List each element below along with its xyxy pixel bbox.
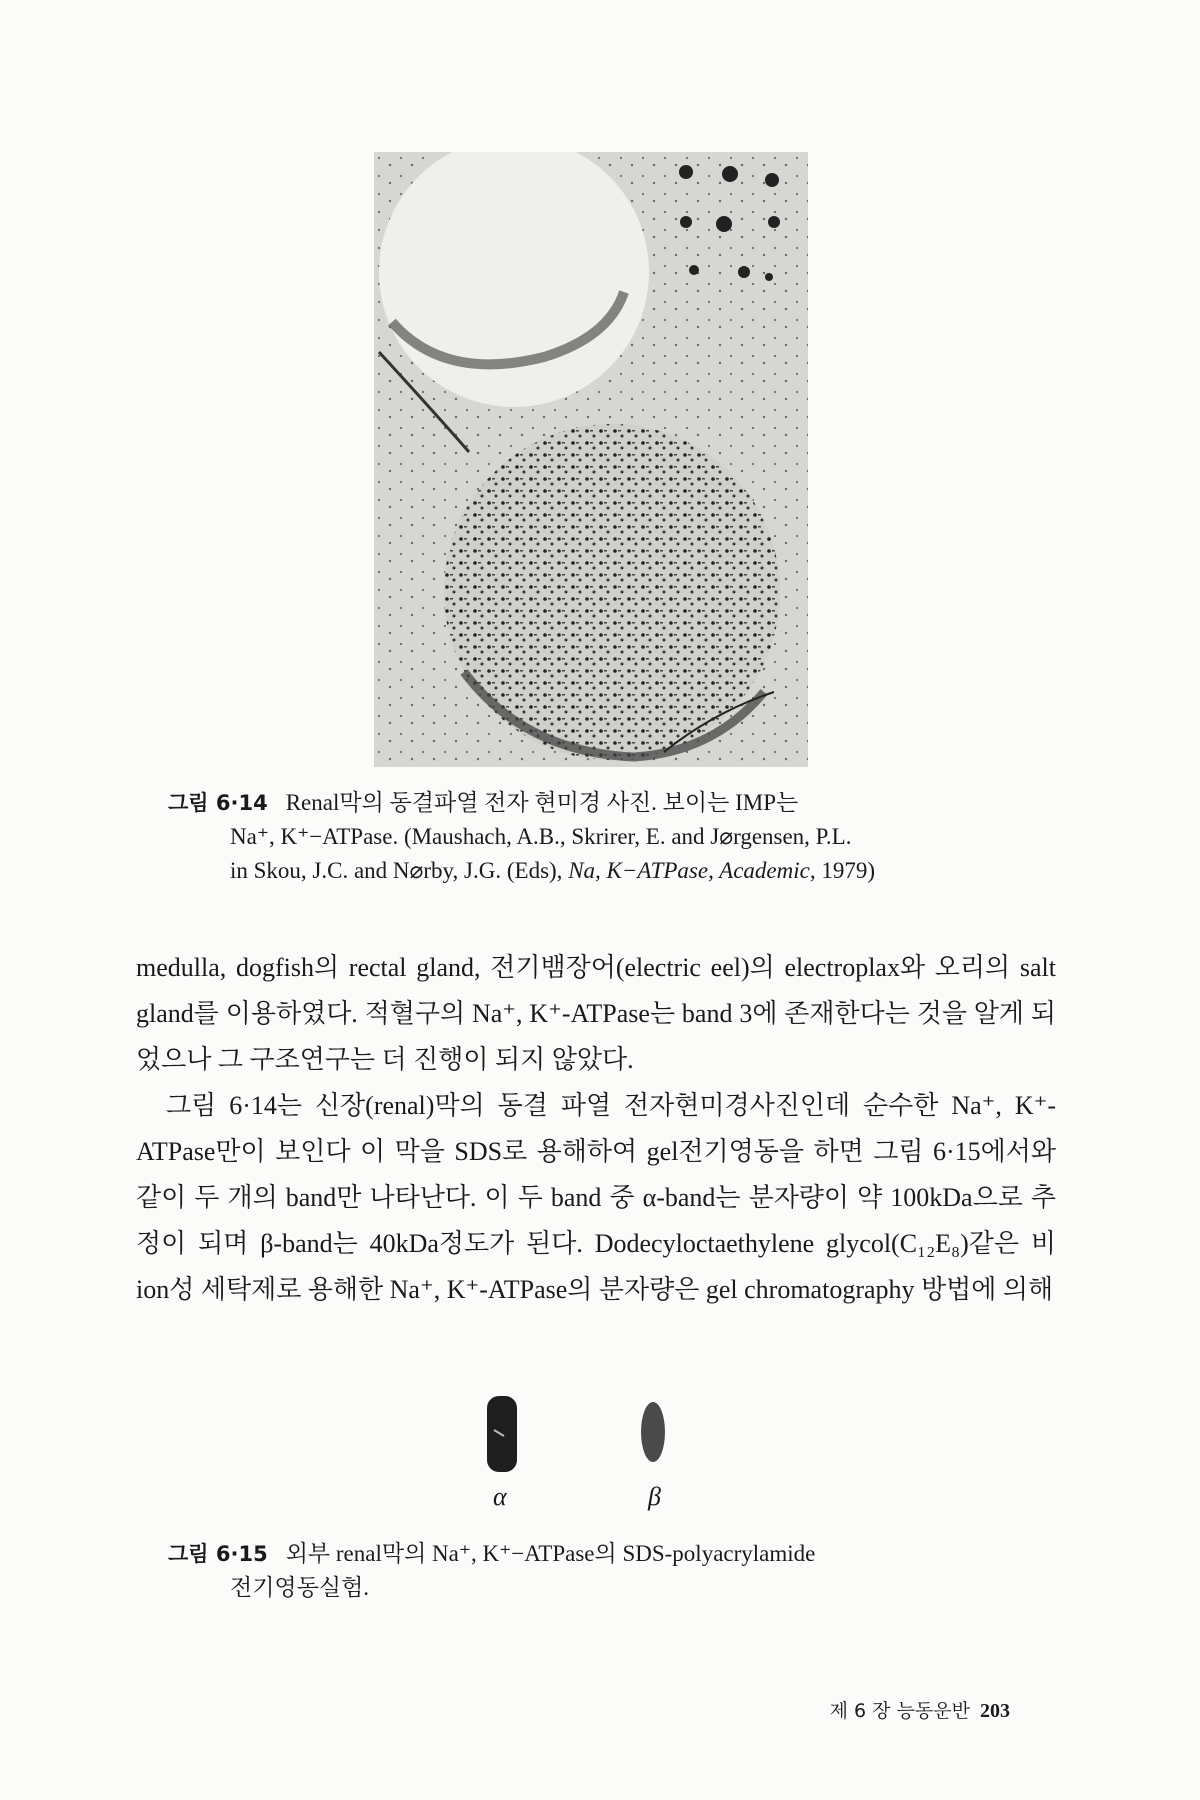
- figure-6-14-caption: [168, 786, 1048, 888]
- paragraph-1: medulla, dogfish의 rectal gland, 전기뱀장어(electric eel)의 electroplax와 오리의 salt gland를 이용하였다. 적혈구의 Na⁺, K⁺-ATPase는 band 3에 존재한다는 것을 알게 되었으나 그 구조연구는 더 진행이 되지 않았다.: [136, 953, 1056, 1074]
- figure-6-15-caption: [168, 1537, 1048, 1605]
- beta-band: [641, 1402, 665, 1462]
- chapter-title: 제 6 장 능동운반: [829, 1700, 970, 1722]
- figure-6-14-caption-line3: [168, 854, 1048, 888]
- caption-line3-end: 1979): [815, 858, 876, 883]
- page-footer: [770, 1696, 1010, 1723]
- page-number: 203: [980, 1700, 1010, 1722]
- figure-6-15-label: 그림 6·15: [168, 1542, 268, 1566]
- figure-6-15-caption-line1: 외부 renal막의 Na⁺, K⁺−ATPase의 SDS-polyacrylamide: [285, 1541, 816, 1566]
- alpha-label: α: [493, 1482, 507, 1511]
- figure-6-14-caption-line2: Na⁺, K⁺−ATPase. (Maushach, A.B., Skrirer, E. and J⌀rgensen, P.L.: [230, 824, 852, 849]
- caption-line3-italic: Na, K−ATPase, Academic,: [568, 858, 816, 883]
- figure-6-15-caption-line2: 전기영동실험.: [230, 1575, 370, 1600]
- gel-bands: [470, 1390, 710, 1550]
- caption-line3-start: in Skou, J.C. and N⌀rby, J.G. (Eds),: [230, 858, 569, 883]
- body-text: [136, 945, 1056, 1313]
- beta-label: β: [648, 1482, 661, 1511]
- figure-6-14-label: 그림 6·14: [168, 791, 268, 815]
- sds-gel-image: [470, 1390, 710, 1550]
- freeze-fracture-micrograph: [374, 152, 808, 767]
- micrograph-image: [374, 152, 808, 767]
- paragraph-2: 그림 6·14는 신장(renal)막의 동결 파열 전자현미경사진인데 순수한 Na⁺, K⁺-ATPase만이 보인다 이 막을 SDS로 용해하여 gel전기영동을 하면 그림 6·15에서와 같이 두 개의 band만 나타난다. 이 두 band 중 α-band는 분자량이 약 100kDa으로 추정이 되며 β-band는 40kDa정도가 된다. Dodecyloctaethylene glycol(C₁₂E₈)같은 비 ion성 세탁제로 용해한 Na⁺, K⁺-ATPase의 분자량은 gel chromatography 방법에 의해: [136, 1091, 1056, 1304]
- figure-6-14-caption-line1: Renal막의 동결파열 전자 현미경 사진. 보이는 IMP는: [285, 790, 799, 815]
